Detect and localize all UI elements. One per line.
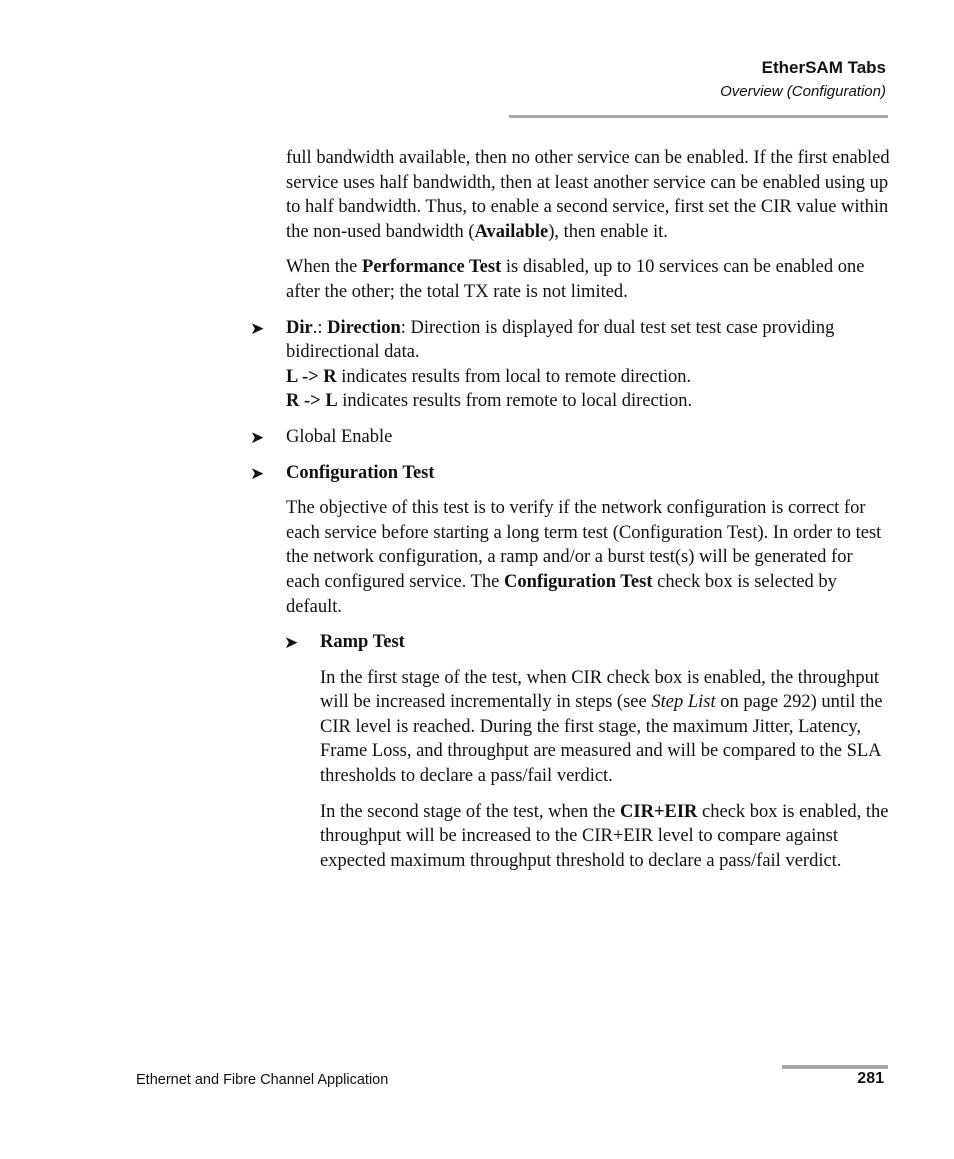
page-content	[250, 146, 891, 884]
bullet-arrow-icon: ➤	[250, 427, 265, 448]
global-enable-label: Global Enable	[286, 426, 393, 447]
configuration-test-heading: Configuration Test	[286, 462, 435, 483]
text: on page 292) until the CIR level is reached. During the first stage, the maximum Jitter, Latency, Frame Loss, and throughput are measured and will be compared to the SLA thresholds to declare a pass/fail verdict.	[320, 692, 883, 787]
bullet-arrow-icon: ➤	[284, 633, 299, 654]
paragraph-ramp-stage-one	[320, 666, 891, 789]
rl-line	[286, 389, 891, 414]
text: .:	[312, 317, 328, 338]
text: check box is enabled, the throughput will be increased to the CIR+EIR level to compare against expected maximum throughput threshold to declare a pass/fail verdict.	[320, 801, 889, 871]
paragraph-ramp-stage-two	[320, 800, 891, 874]
paragraph-configuration-test	[286, 496, 891, 619]
text: ), then enable it.	[548, 221, 668, 242]
step-list-link[interactable]: Step List	[651, 692, 716, 713]
text: is disabled, up to 10 services can be enabled one after the other; the total TX rate is not limited.	[286, 257, 865, 302]
text: In the second stage of the test, when the	[320, 801, 621, 822]
configuration-test-term: Configuration Test	[503, 571, 653, 592]
ramp-test-section	[284, 630, 891, 873]
text: In the first stage of the test, when CIR check box is enabled, the throughput will be increased incrementally in steps (see	[320, 667, 879, 713]
text: indicates results from local to remote direction.	[336, 366, 692, 387]
direction-line	[286, 316, 891, 365]
available-term: Available	[474, 221, 549, 242]
header-subtitle: Overview (Configuration)	[720, 83, 886, 100]
dir-term: Dir	[286, 317, 313, 338]
header-rule	[509, 115, 888, 118]
text: : Direction is displayed for dual test set test case providing bidirectional data.	[286, 317, 835, 363]
page-header	[720, 56, 886, 104]
bullet-ramp-test	[284, 630, 891, 655]
text: The objective of this test is to verify if the network configuration is correct for each service before starting a long term test (Configuration Test). In order to test the network configuration, a ramp and/or a burst test(s) will be generated for each configured service. The	[286, 498, 882, 592]
text: full bandwidth available, then no other service can be enabled. If the first enabled service uses half bandwidth, then at least another service can be enabled using up to half bandwidth. Thus, to enable a second service, first set the CIR value within the non-used bandwidth (	[286, 148, 890, 242]
text: When the	[286, 257, 363, 278]
text: indicates results from remote to local direction.	[337, 391, 693, 412]
performance-test-term: Performance Test	[362, 257, 502, 278]
paragraph-performance-test	[286, 255, 891, 304]
cir-eir-term: CIR+EIR	[620, 801, 698, 822]
rl-label: R -> L	[286, 391, 338, 412]
bullet-direction	[250, 316, 891, 414]
lr-line	[286, 365, 891, 390]
bullet-configuration-test	[250, 461, 891, 486]
paragraph-bandwidth	[286, 146, 891, 244]
page-number: 281	[857, 1070, 884, 1087]
text: check box is selected by default.	[286, 571, 837, 617]
header-title: EtherSAM Tabs	[761, 58, 886, 77]
footer-title: Ethernet and Fibre Channel Application	[136, 1072, 389, 1088]
direction-term: Direction	[327, 317, 401, 338]
bullet-arrow-icon: ➤	[250, 318, 265, 339]
bullet-arrow-icon: ➤	[250, 463, 265, 484]
ramp-test-heading: Ramp Test	[320, 632, 405, 653]
bullet-global-enable	[250, 425, 891, 450]
lr-label: L -> R	[286, 366, 337, 387]
